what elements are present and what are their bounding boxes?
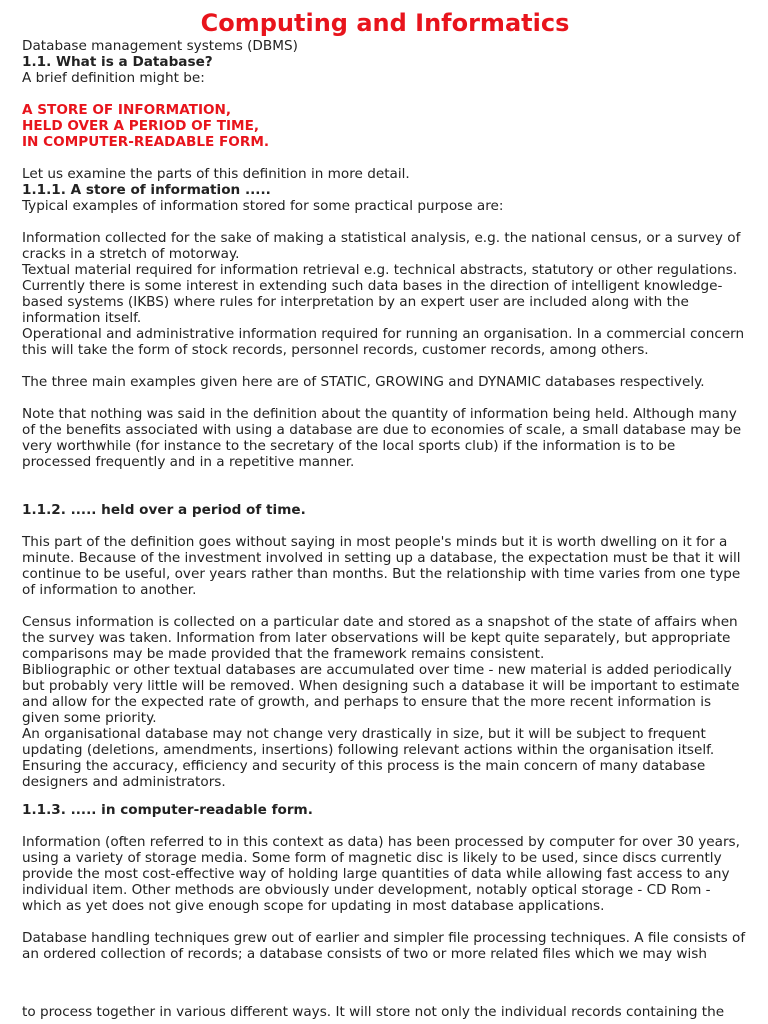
- definition-line-2: HELD OVER A PERIOD OF TIME,: [22, 118, 260, 134]
- page-title: Computing and Informatics: [200, 9, 570, 37]
- section-1-1-1-intro: Typical examples of information stored for some practical purpose are:: [22, 198, 504, 214]
- paragraph-snapshot: Census information is collected on a particular date and stored as a snapshot of the state of affairs when the survey was taken. Information from later observations will be kept quite separately, but appropriate comparisons may be made provided that the framework remains consistent.: [22, 614, 738, 662]
- document-page: [22, 8, 748, 962]
- paragraph-bibliographic: Bibliographic or other textual databases are accumulated over time - new material is added periodically but probably very little will be removed. When designing such a database it will be important to estimate and allow for the expected rate of growth, and perhaps to ensure that the more recent information is given some priority.: [22, 662, 740, 726]
- section-heading-1-1-3: 1.1.3. ..... in computer-readable form.: [22, 802, 313, 818]
- paragraph-time: This part of the definition goes without saying in most people's minds but it is worth dwelling on it for a minute. Because of the investment involved in setting up a database, the expectation must be that it will continue to be useful, over years rather than months. But the relationship with time varies from one type of information to another.: [22, 534, 741, 598]
- paragraph-census: Information collected for the sake of making a statistical analysis, e.g. the national census, or a survey of cracks in a stretch of motorway.: [22, 230, 741, 262]
- page-bottom-edge: [0, 1020, 768, 1024]
- paragraph-organisational: An organisational database may not change very drastically in size, but it will be subject to frequent updating (deletions, amendments, insertions) following relevant actions within the organisation itself. Ensuring the accuracy, efficiency and security of this process is the main concern of many database designers and administrators.: [22, 726, 715, 790]
- definition-line-3: IN COMPUTER-READABLE FORM.: [22, 134, 270, 150]
- paragraph-file-processing: Database handling techniques grew out of earlier and simpler file processing techniques. A file consists of an ordered collection of records; a database consists of two or more related files which we may wish: [22, 930, 746, 962]
- page-continuation-line: to process together in various different ways. It will store not only the individual records containing the: [22, 1004, 725, 1020]
- section-heading-1-1-2: 1.1.2. ..... held over a period of time.: [22, 502, 306, 518]
- section-heading-1-1-1: 1.1.1. A store of information .....: [22, 182, 271, 198]
- examine-text: Let us examine the parts of this definition in more detail.: [22, 166, 410, 182]
- paragraph-three-examples: The three main examples given here are of STATIC, GROWING and DYNAMIC databases respectively.: [22, 374, 705, 390]
- paragraph-textual: Textual material required for information retrieval e.g. technical abstracts, statutory or other regulations. Currently there is some interest in extending such data bases in the direction of intelligent knowledge-based systems (IKBS) where rules for interpretation by an expert user are included along with the information itself.: [22, 262, 738, 326]
- section-heading-1-1: 1.1. What is a Database?: [22, 54, 213, 70]
- paragraph-storage: Information (often referred to in this context as data) has been processed by computer for over 30 years, using a variety of storage media. Some form of magnetic disc is likely to be used, since discs currently provide the most cost-effective way of holding large quantities of data while allowing fast access to any individual item. Other methods are obviously under development, notably optical storage - CD Rom - which as yet does not give enough scope for updating in most database applications.: [22, 834, 740, 914]
- section-intro: A brief definition might be:: [22, 70, 205, 86]
- paragraph-quantity: Note that nothing was said in the definition about the quantity of information being held. Although many of the benefits associated with using a database are due to economies of scale, a small database may be very worthwhile (for instance to the secretary of the local sports club) if the information is to be processed frequently and in a repetitive manner.: [22, 406, 742, 470]
- definition-line-1: A STORE OF INFORMATION,: [22, 102, 232, 118]
- paragraph-operational: Operational and administrative information required for running an organisation. In a commercial concern this will take the form of stock records, personnel records, customer records, among others.: [22, 326, 745, 358]
- subtitle: Database management systems (DBMS): [22, 38, 298, 54]
